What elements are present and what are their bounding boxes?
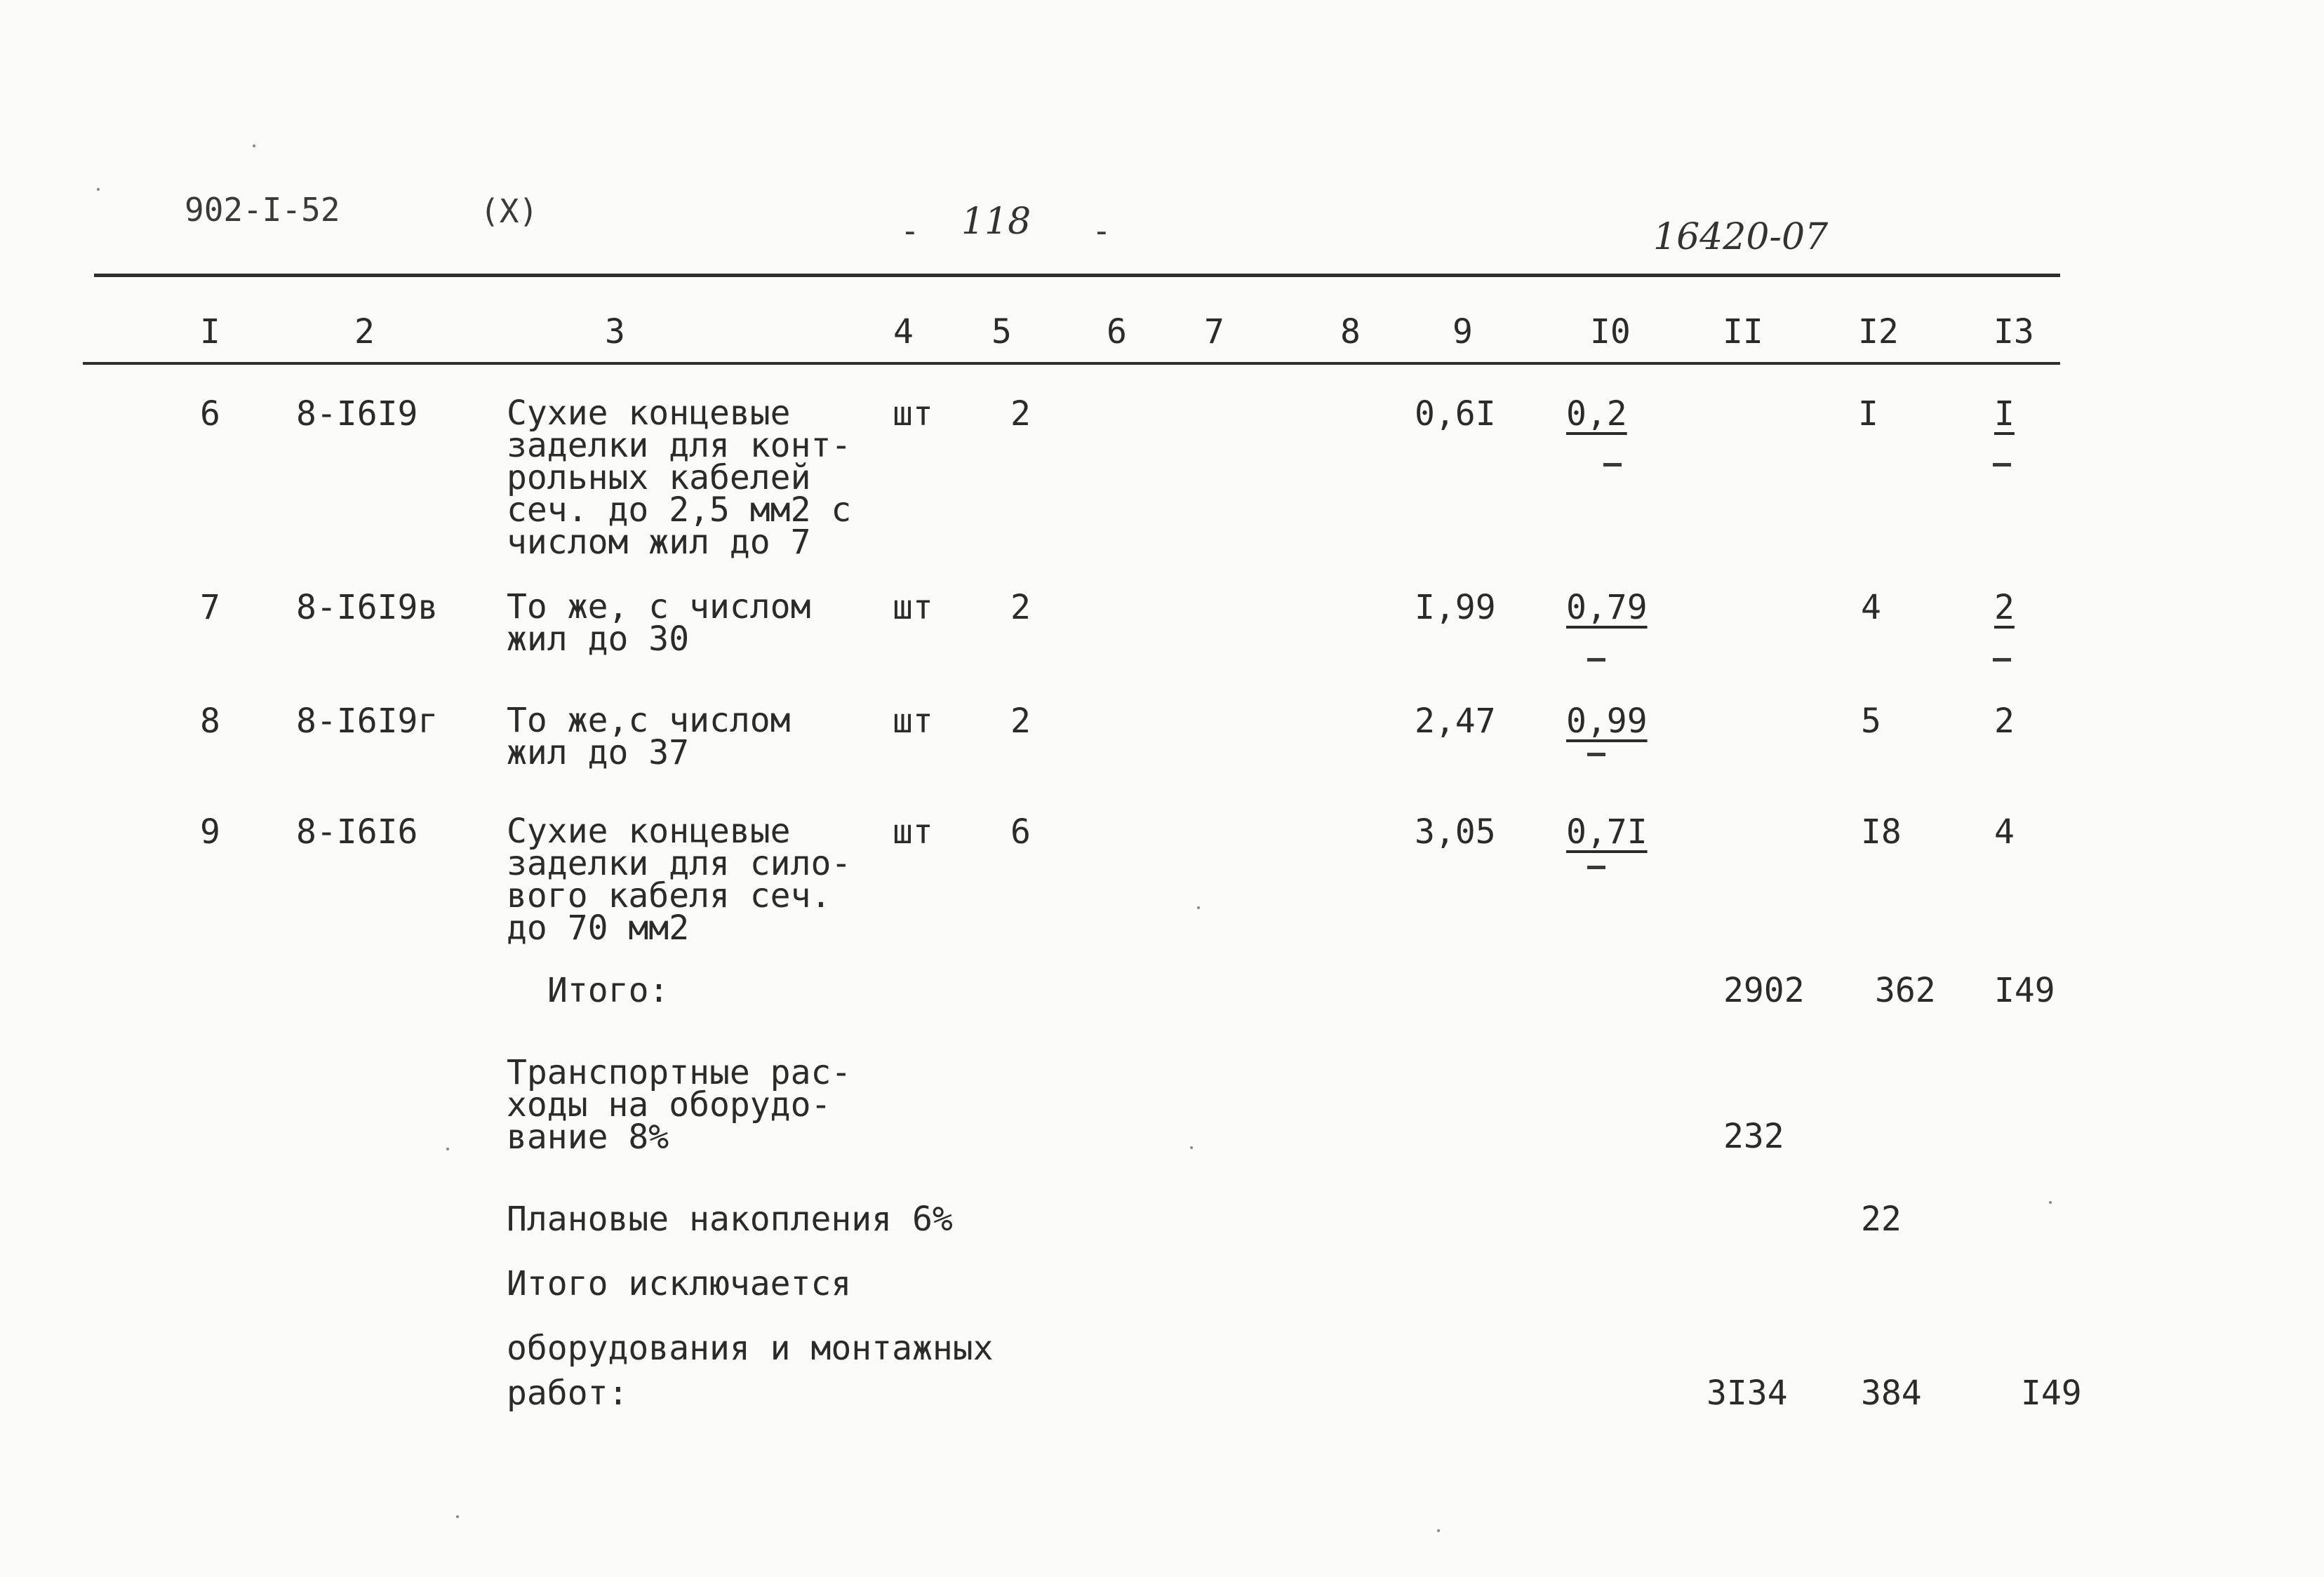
column-header: I2 [1858, 312, 1899, 351]
row-col13: 2 [1994, 588, 2015, 627]
subtotal-label: Итого: [547, 971, 669, 1010]
row-code: 8-I6I6 [296, 812, 418, 852]
column-header: I0 [1590, 312, 1631, 351]
subtotal-col12: 362 [1875, 971, 1936, 1010]
row-unit: шт [893, 588, 933, 627]
row-code: 8-I6I9г [296, 702, 439, 741]
row-col12: I [1858, 394, 1878, 434]
scan-speck [97, 188, 100, 191]
document-code: 902-I-52 [185, 191, 340, 229]
page-number: 118 [961, 201, 1031, 243]
row-col13: I [1994, 394, 2015, 434]
top-rule [94, 274, 2060, 277]
planned-col12: 22 [1861, 1200, 1902, 1239]
column-header: 6 [1107, 312, 1127, 351]
scan-speck [446, 1148, 449, 1150]
transport-col11: 232 [1723, 1117, 1784, 1156]
scan-speck [1197, 906, 1200, 909]
row-col10: 0,2 [1566, 394, 1627, 434]
column-header: 2 [354, 312, 375, 351]
row-col9: 3,05 [1415, 812, 1496, 852]
excluded-col12: 384 [1861, 1374, 1922, 1413]
transport-label: Транспортные рас- ходы на оборудо- вание 8% [507, 1053, 852, 1157]
row-unit: шт [893, 702, 933, 741]
column-header: 5 [991, 312, 1012, 351]
page-dash-right: - [1092, 212, 1111, 250]
scan-speck [253, 145, 255, 147]
excluded-label-line3: работ: [507, 1374, 629, 1413]
scan-speck [2049, 1201, 2052, 1204]
row-col12: 4 [1861, 588, 1881, 627]
excluded-col13: I49 [2021, 1374, 2082, 1413]
column-header: I [200, 312, 220, 351]
scan-speck [456, 1515, 459, 1518]
row-col13: 2 [1994, 702, 2015, 741]
header-bottom-rule [83, 362, 2060, 365]
dash-mark [1587, 658, 1605, 662]
row-code: 8-I6I9 [296, 394, 418, 434]
row-col10: 0,7I [1566, 812, 1648, 852]
row-col13: 4 [1994, 812, 2015, 852]
column-header: 8 [1340, 312, 1361, 351]
planned-label: Плановые накопления 6% [507, 1200, 953, 1239]
dash-mark [1587, 753, 1605, 756]
column-header: 7 [1204, 312, 1224, 351]
column-header: 9 [1452, 312, 1473, 351]
scan-speck [1437, 1529, 1440, 1532]
row-description: Сухие концевые заделки для конт- рольных кабелей сеч. до 2,5 мм2 с числом жил до 7 [507, 394, 852, 562]
page-dash-left: - [900, 212, 920, 250]
stamp-number: 16420-07 [1653, 216, 1829, 258]
row-code: 8-I6I9в [296, 588, 439, 627]
dash-mark [1603, 463, 1622, 467]
row-unit: шт [893, 812, 933, 852]
subtotal-col11: 2902 [1723, 971, 1805, 1010]
row-col12: 5 [1861, 702, 1881, 741]
dash-mark [1993, 658, 2011, 662]
excluded-label-line1: Итого исключается [507, 1264, 852, 1303]
row-unit: шт [893, 394, 933, 434]
row-description: То же,с числом жил до 37 [507, 701, 791, 772]
row-col9: 0,6I [1415, 394, 1496, 434]
row-quantity: 2 [1010, 702, 1031, 741]
row-number: 9 [200, 812, 220, 852]
row-description: Сухие концевые заделки для сило- вого кабеля сеч. до 70 мм2 [507, 812, 852, 948]
row-col10: 0,99 [1566, 702, 1648, 741]
column-header: 4 [893, 312, 914, 351]
column-header: I3 [1994, 312, 2034, 351]
scan-speck [1190, 1146, 1193, 1149]
row-col9: I,99 [1415, 588, 1496, 627]
row-col12: I8 [1861, 812, 1902, 852]
row-description: То же, с числом жил до 30 [507, 587, 811, 659]
row-col9: 2,47 [1415, 702, 1496, 741]
row-quantity: 6 [1010, 812, 1031, 852]
row-number: 6 [200, 394, 220, 434]
row-number: 7 [200, 588, 220, 627]
subtotal-col13: I49 [1994, 971, 2055, 1010]
column-header: 3 [605, 312, 625, 351]
dash-mark [1993, 463, 2011, 467]
excluded-label-line2: оборудования и монтажных [507, 1329, 994, 1368]
column-header: II [1723, 312, 1763, 351]
row-quantity: 2 [1010, 394, 1031, 434]
section-code: (X) [480, 192, 539, 230]
excluded-col11: 3I34 [1707, 1374, 1788, 1413]
row-number: 8 [200, 702, 220, 741]
row-col10: 0,79 [1566, 588, 1648, 627]
dash-mark [1587, 866, 1605, 869]
row-quantity: 2 [1010, 588, 1031, 627]
